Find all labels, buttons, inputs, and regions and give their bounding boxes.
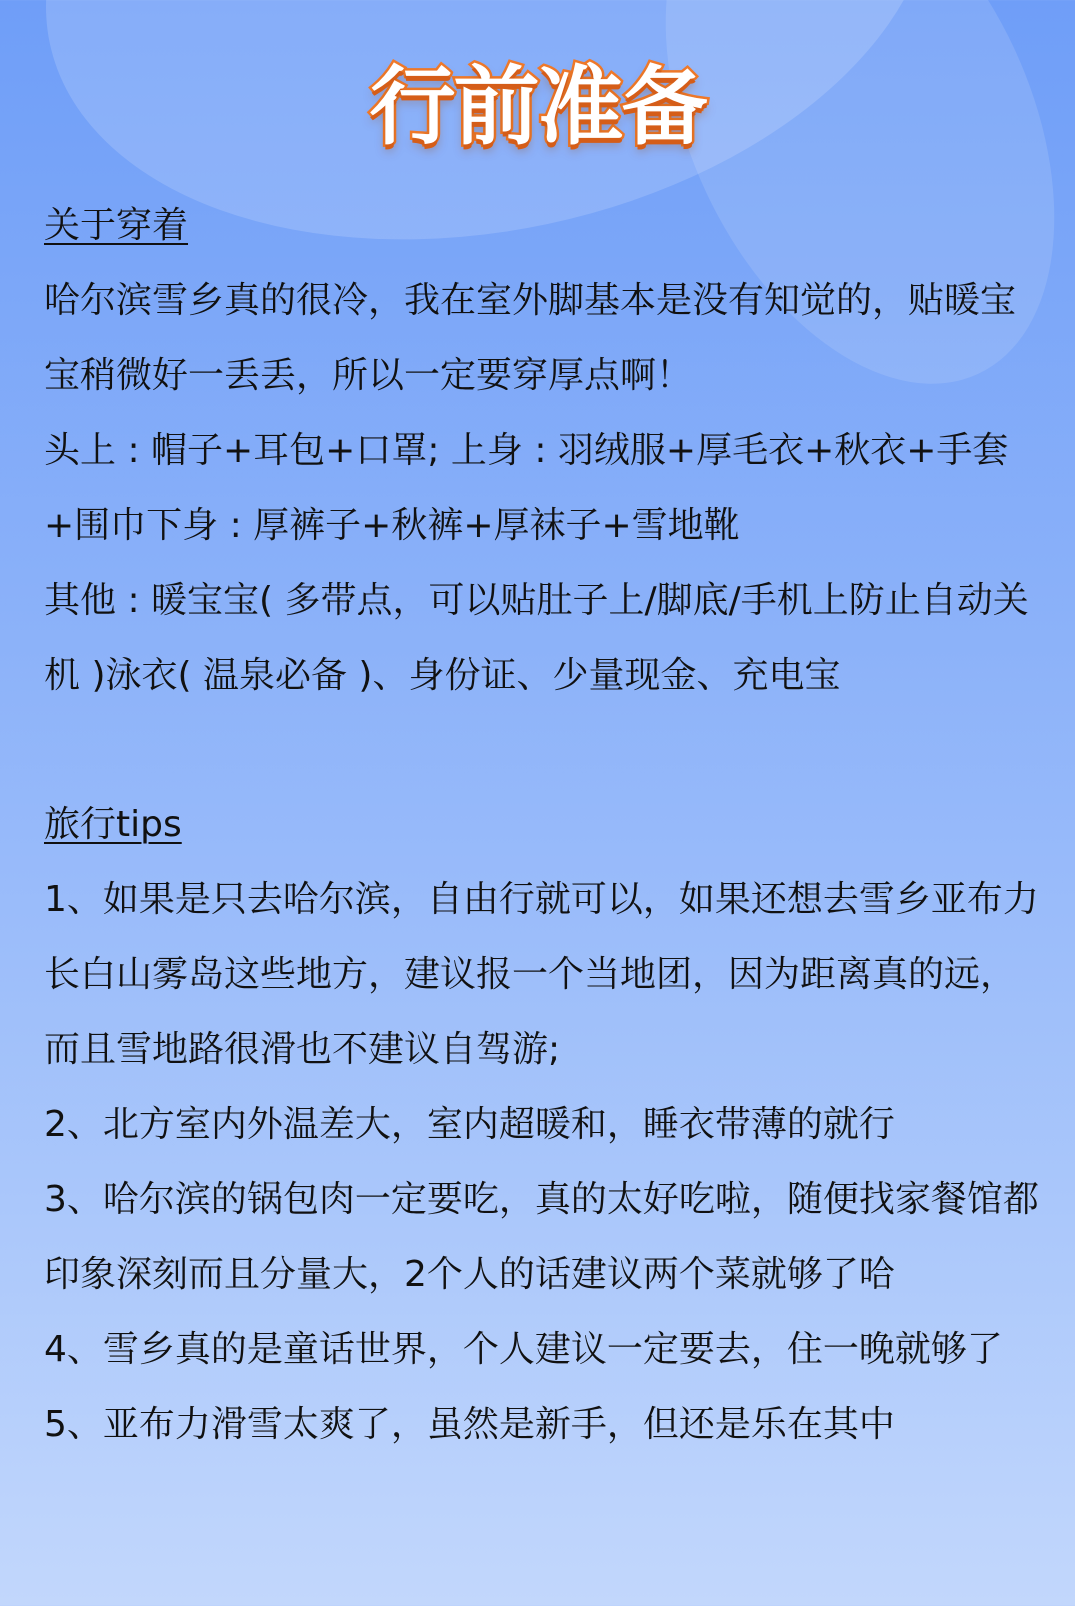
article-body — [44, 188, 1044, 1462]
tip-item: 1、如果是只去哈尔滨，自由行就可以，如果还想去雪乡亚布力长白山雾岛这些地方，建议报一个当地团，因为距离真的远，而且雪地路很滑也不建议自驾游; — [44, 879, 1039, 1070]
section-heading-tips: 旅行tips — [44, 804, 182, 845]
tip-item: 3、哈尔滨的锅包肉一定要吃，真的太好吃啦，随便找家餐馆都印象深刻而且分量大，2个人的话建议两个菜就够了哈 — [44, 1179, 1039, 1295]
tip-item: 2、北方室内外温差大，室内超暖和，睡衣带薄的就行 — [44, 1104, 895, 1145]
tip-item: 4、雪乡真的是童话世界，个人建议一定要去，住一晚就够了 — [44, 1329, 1003, 1370]
tip-item: 5、亚布力滑雪太爽了，虽然是新手，但还是乐在其中 — [44, 1404, 895, 1445]
paragraph: 哈尔滨雪乡真的很冷，我在室外脚基本是没有知觉的，贴暖宝宝稍微好一丢丢，所以一定要穿厚点啊！ — [44, 280, 1017, 396]
section-heading-wear: 关于穿着 — [44, 205, 189, 246]
section-spacer — [44, 713, 1044, 787]
paragraph: 其他 : 暖宝宝( 多带点，可以贴肚子上/脚底/手机上防止自动关机 )泳衣( 温泉必备 )、身份证、少量现金、充电宝 — [44, 580, 1029, 696]
page-title: 行前准备 — [369, 57, 706, 157]
paragraph: 头上 : 帽子+耳包+口罩; 上身 : 羽绒服+厚毛衣+秋衣+手套+围巾下身 : 厚裤子+秋裤+厚袜子+雪地靴 — [44, 430, 1009, 546]
